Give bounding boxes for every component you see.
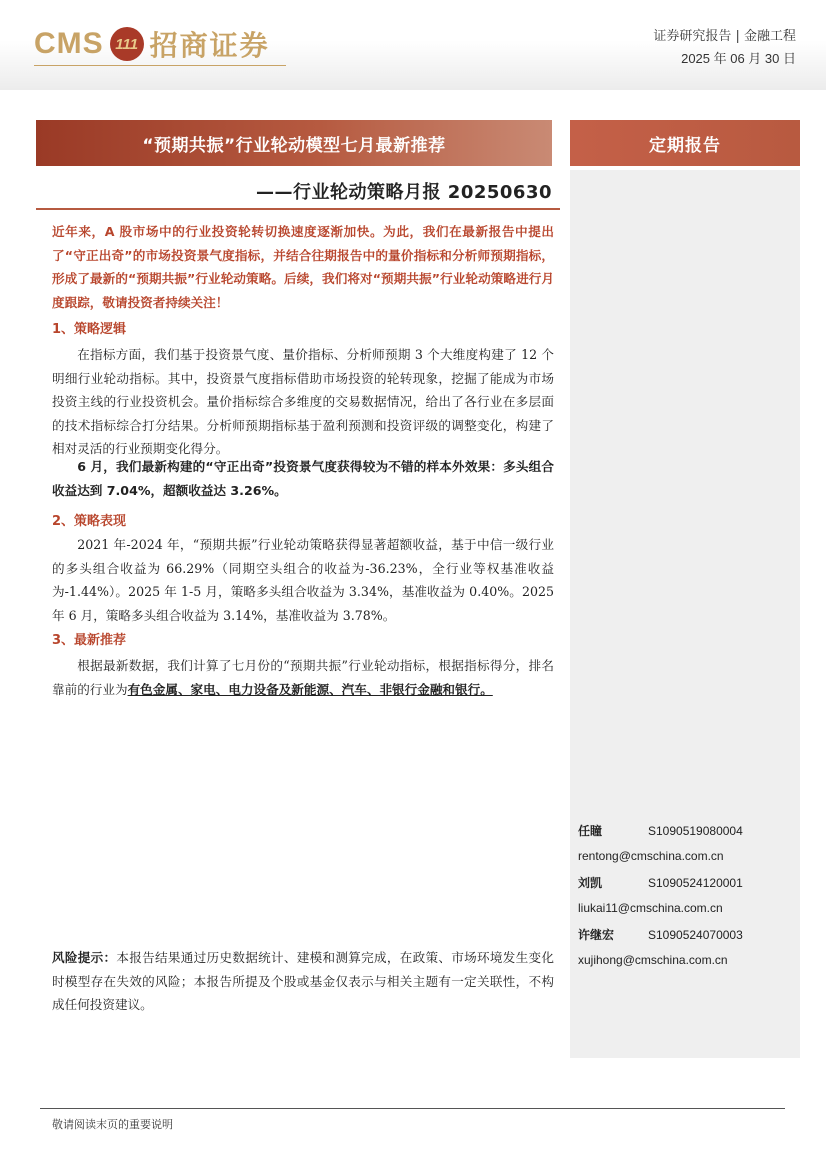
- strategy-logic-paragraph: 在指标方面，我们基于投资景气度、量价指标、分析师预期 3 个大维度构建了 12 个明细行业轮动指标。其中，投资景气度指标借助市场投资的轮转现象，挖掘了能成为市场投资主线的行业投资机会。量价指标综合多维度的交易数据情况，给出了各行业在多层面的技术指标综合打分结果。分析师预期指标基于盈利预测和投资评级的调整变化，构建了相对灵活的行业预期变化得分。: [52, 347, 554, 456]
- author-card: [578, 822, 793, 863]
- footer-divider: [40, 1108, 785, 1109]
- author-license: S1090524120001: [648, 876, 743, 890]
- report-category-label: 定期报告: [649, 135, 721, 156]
- title-divider: [36, 208, 560, 210]
- author-email: liukai11@cmschina.com.cn: [578, 901, 723, 915]
- section-heading-recommendation: 3、最新推荐: [52, 633, 127, 648]
- recommendation-paragraph: [52, 654, 554, 701]
- risk-text: 本报告结果通过历史数据统计、建模和测算完成，在政策、市场环境发生变化时模型存在失效的风险；本报告所提及个股或基金仅表示与相关主题有一定关联性，不构成任何投资建议。: [52, 950, 555, 1012]
- report-type: 证券研究报告 | 金融工程: [653, 29, 796, 44]
- intro-summary: 近年来，A 股市场中的行业投资轮转切换速度逐渐加快。为此，我们在最新报告中提出了“守正出奇”的市场投资景气度指标，并结合往期报告中的量价指标和分析师预期指标，形成了最新的“预期共振”行业轮动策略。后续，我们将对“预期共振”行业轮动策略进行月度跟踪，敬请投资者持续关注！: [52, 224, 554, 310]
- company-logo: [34, 24, 270, 64]
- report-date: 2025 年 06 月 30 日: [681, 51, 796, 66]
- author-email: xujihong@cmschina.com.cn: [578, 953, 728, 967]
- side-panel: [570, 170, 800, 1058]
- author-email: rentong@cmschina.com.cn: [578, 849, 724, 863]
- report-category-banner: [570, 120, 800, 166]
- footer-note: 敬请阅读末页的重要说明: [52, 1118, 173, 1131]
- risk-warning: [52, 946, 554, 1017]
- author-name: 任瞳: [578, 824, 603, 838]
- author-license: S1090519080004: [648, 824, 743, 838]
- logo-divider: [34, 65, 286, 66]
- author-card: [578, 874, 793, 915]
- report-meta: [653, 26, 796, 70]
- logo-text-en: CMS: [34, 27, 104, 60]
- author-name: 刘凯: [578, 876, 603, 890]
- logo-mark-icon: 111: [110, 27, 144, 61]
- performance-paragraph: 2021 年-2024 年，“预期共振”行业轮动策略获得显著超额收益，基于中信一级行业的多头组合收益为 66.29%（同期空头组合的收益为-36.23%，全行业等权基准收益为-1.44%）。2025 年 1-5 月，策略多头组合收益为 3.34%，基准收益为 0.40%。2025 年 6 月，策略多头组合收益为 3.14%，基准收益为 3.78%。: [52, 537, 554, 623]
- page-title: “预期共振”行业轮动模型七月最新推荐: [142, 135, 446, 156]
- strategy-result-paragraph: 6 月，我们最新构建的“守正出奇”投资景气度获得较为不错的样本外效果：多头组合收益达到 7.04%，超额收益达 3.26%。: [52, 459, 554, 498]
- author-name: 许继宏: [578, 928, 615, 942]
- author-card: [578, 926, 793, 967]
- logo-text-cn: 招商证券: [149, 29, 270, 62]
- recommended-industries: 有色金属、家电、电力设备及新能源、汽车、非银行金融和银行。: [127, 681, 493, 697]
- title-banner: [36, 120, 552, 166]
- risk-label: 风险提示：: [52, 950, 117, 965]
- page-subtitle: ——行业轮动策略月报 20250630: [256, 182, 552, 203]
- author-license: S1090524070003: [648, 928, 743, 942]
- section-heading-performance: 2、策略表现: [52, 514, 127, 529]
- section-heading-strategy-logic: 1、策略逻辑: [52, 322, 127, 337]
- recommendation-text: 根据最新数据，我们计算了七月份的“预期共振”行业轮动指标，根据指标得分，排名靠前的行业为: [52, 658, 554, 697]
